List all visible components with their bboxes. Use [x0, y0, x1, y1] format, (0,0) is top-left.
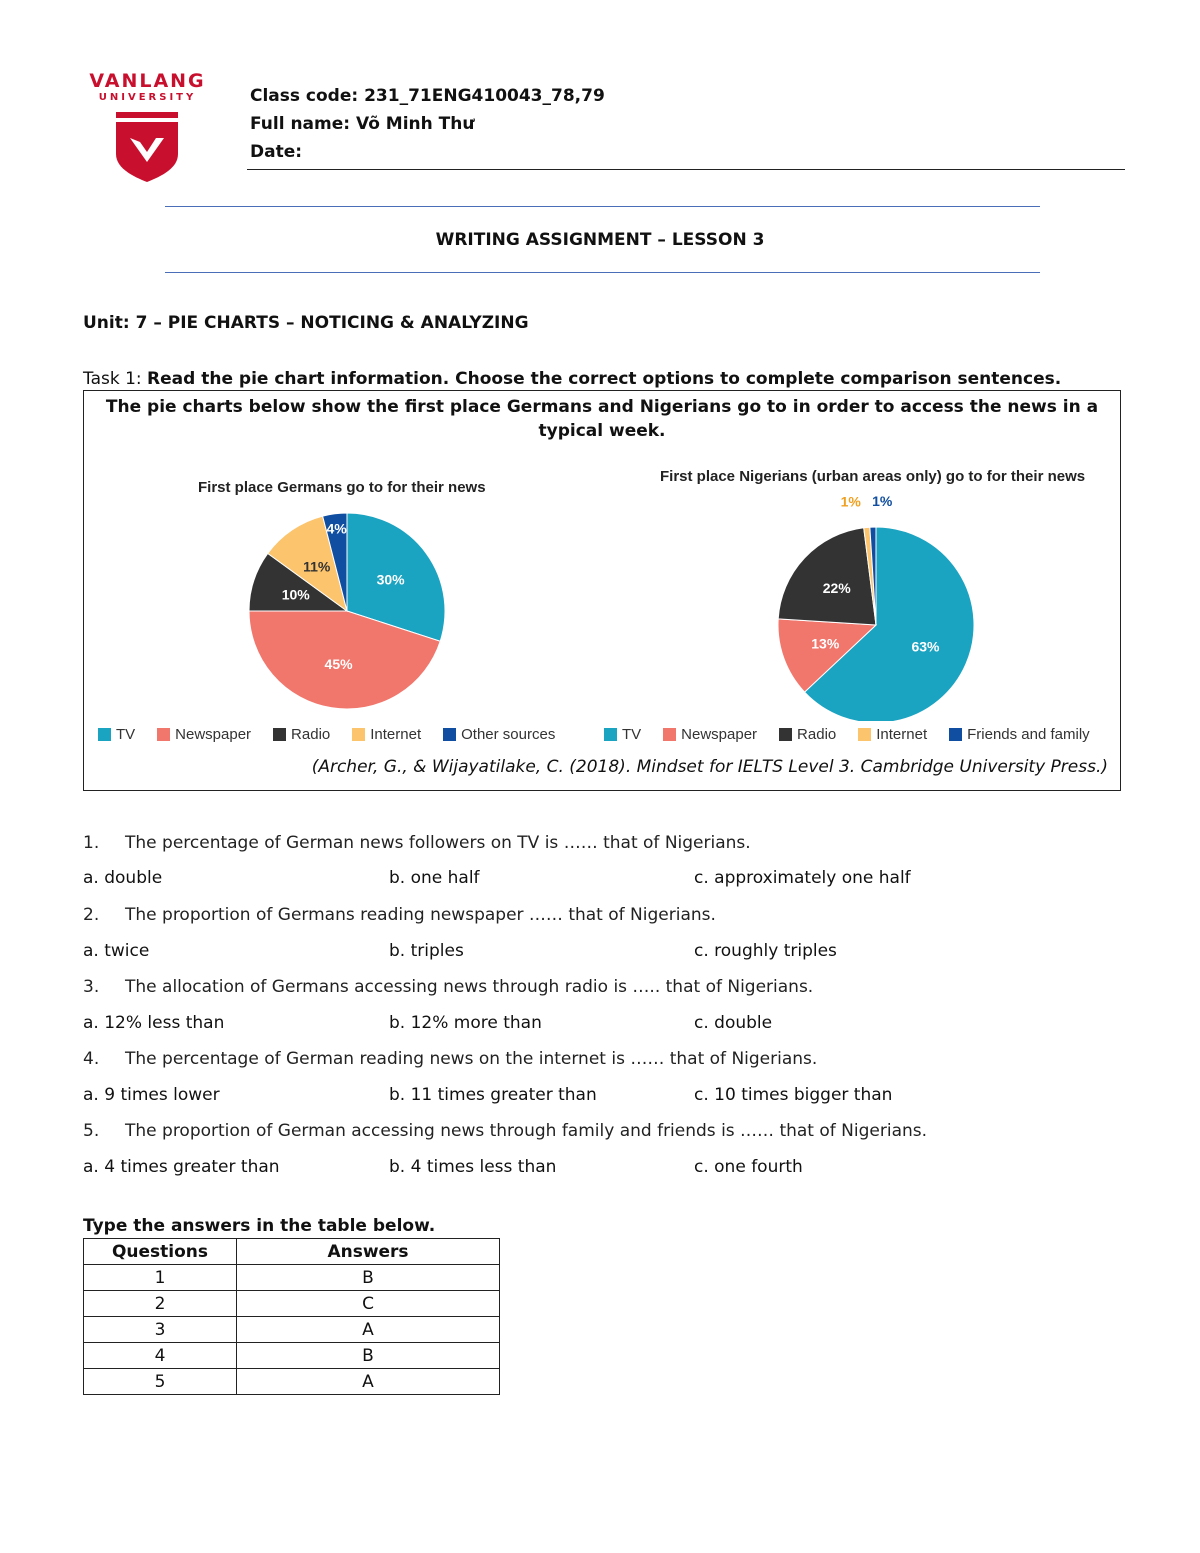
question-number: 1. — [83, 833, 100, 853]
legend-item — [779, 726, 836, 743]
answer-cell[interactable]: B — [237, 1343, 500, 1369]
question-2-option-c: c. roughly triples — [694, 941, 837, 961]
chart-box — [83, 390, 1121, 791]
question-number: 5. — [83, 1121, 100, 1141]
chart-caption: The pie charts below show the first place Germans and Nigerians go to in order to access the news in a typical week. — [105, 397, 1099, 441]
table-row — [84, 1317, 500, 1343]
question-number: 3. — [83, 977, 100, 997]
question-text: The percentage of German reading news on the internet is …… that of Nigerians. — [125, 1049, 818, 1069]
page-title: WRITING ASSIGNMENT – LESSON 3 — [435, 230, 765, 250]
pie-slice-radio — [778, 528, 876, 625]
legend-item — [352, 726, 421, 743]
question-3-option-b: b. 12% more than — [389, 1013, 542, 1033]
pie-data-label: 1% — [872, 493, 893, 510]
answer-cell[interactable]: A — [237, 1317, 500, 1343]
pie-charts — [84, 391, 1120, 721]
pie-data-label: 4% — [326, 520, 347, 537]
table-row — [84, 1265, 500, 1291]
question-1-option-a: a. double — [83, 868, 163, 888]
question-5 — [83, 1121, 927, 1141]
answer-instruction: Type the answers in the table below. — [83, 1216, 436, 1236]
nigeria-chart-title: First place Nigerians (urban areas only) go to for their news — [660, 468, 1086, 485]
legend-item — [663, 726, 757, 743]
pie-data-label: 10% — [281, 586, 310, 603]
date-label: Date: — [250, 142, 303, 162]
legend-label: Newspaper — [681, 726, 758, 743]
answer-cell[interactable]: A — [237, 1369, 500, 1395]
question-text: The percentage of German news followers on TV is …… that of Nigerians. — [125, 833, 751, 853]
legend-swatch-tv — [98, 728, 111, 741]
pie-data-label: 22% — [822, 580, 851, 597]
question-4 — [83, 1049, 817, 1069]
question-cell: 3 — [84, 1317, 237, 1343]
pie-data-label: 63% — [911, 638, 940, 655]
task-instruction — [83, 369, 1061, 389]
legend-item — [949, 726, 1090, 743]
germany-chart-title: First place Germans go to for their news — [198, 479, 486, 496]
legend-swatch-radio — [779, 728, 792, 741]
legend-label: Internet — [370, 726, 422, 743]
pie-data-label: 11% — [303, 558, 331, 575]
question-1 — [83, 833, 751, 853]
question-5-option-b: b. 4 times less than — [389, 1157, 557, 1177]
pie-data-label: 1% — [840, 493, 861, 510]
answer-table — [83, 1238, 500, 1395]
legend-item — [157, 726, 251, 743]
question-number: 4. — [83, 1049, 100, 1069]
legend-swatch-radio — [273, 728, 286, 741]
question-text: The proportion of German accessing news through family and friends is …… that of Nigerians. — [125, 1121, 928, 1141]
legend-swatch-internet — [352, 728, 365, 741]
legend-swatch-newspaper — [663, 728, 676, 741]
question-cell: 1 — [84, 1265, 237, 1291]
legend-swatch-newspaper — [157, 728, 170, 741]
legend-label: Newspaper — [175, 726, 252, 743]
legend-label: TV — [622, 726, 642, 743]
legend-swatch-tv — [604, 728, 617, 741]
question-3-option-a: a. 12% less than — [83, 1013, 225, 1033]
answer-cell[interactable]: C — [237, 1291, 500, 1317]
university-logo — [80, 70, 215, 185]
legend-item — [858, 726, 927, 743]
header-divider — [247, 169, 1125, 170]
germany-legend — [98, 726, 577, 743]
full-name: Full name: Võ Minh Thư — [250, 114, 475, 134]
question-2-option-a: a. twice — [83, 941, 150, 961]
table-row — [84, 1343, 500, 1369]
logo-subtitle: UNIVERSITY — [98, 92, 197, 103]
question-cell: 5 — [84, 1369, 237, 1395]
question-text: The proportion of Germans reading newspaper …… that of Nigerians. — [125, 905, 716, 925]
nigeria-pie — [778, 493, 974, 721]
question-2 — [83, 905, 716, 925]
question-4-option-c: c. 10 times bigger than — [694, 1085, 893, 1105]
title-rule-top — [165, 206, 1040, 207]
title-rule-bottom — [165, 272, 1040, 273]
legend-item — [443, 726, 555, 743]
chart-citation: (Archer, G., & Wijayatilake, C. (2018). Mindset for IELTS Level 3. Cambridge University Press.) — [311, 757, 1108, 777]
question-1-option-c: c. approximately one half — [694, 868, 911, 888]
legend-label: Internet — [876, 726, 928, 743]
unit-heading: Unit: 7 – PIE CHARTS – NOTICING & ANALYZING — [83, 313, 529, 333]
legend-label: Friends and family — [967, 726, 1090, 743]
legend-label: TV — [116, 726, 136, 743]
legend-swatch-internet — [858, 728, 871, 741]
question-4-option-a: a. 9 times lower — [83, 1085, 220, 1105]
legend-item — [604, 726, 641, 743]
legend-item — [98, 726, 135, 743]
question-cell: 2 — [84, 1291, 237, 1317]
question-4-option-b: b. 11 times greater than — [389, 1085, 597, 1105]
pie-data-label: 30% — [376, 571, 405, 588]
question-number: 2. — [83, 905, 100, 925]
question-text: The allocation of Germans accessing news through radio is ….. that of Nigerians. — [125, 977, 814, 997]
header-questions: Questions — [84, 1239, 237, 1265]
legend-swatch-other — [443, 728, 456, 741]
question-5-option-c: c. one fourth — [694, 1157, 803, 1177]
question-2-option-b: b. triples — [389, 941, 464, 961]
legend-swatch-friends — [949, 728, 962, 741]
task-text: Read the pie chart information. Choose the correct options to complete comparison sentences. — [147, 369, 1062, 389]
legend-label: Radio — [291, 726, 331, 743]
legend-label: Other sources — [461, 726, 556, 743]
pie-data-label: 45% — [324, 656, 353, 673]
table-row — [84, 1291, 500, 1317]
legend-label: Radio — [797, 726, 837, 743]
answer-cell[interactable]: B — [237, 1265, 500, 1291]
pie-data-label: 13% — [811, 635, 840, 652]
nigeria-legend — [604, 726, 1090, 743]
shield-icon — [116, 112, 178, 182]
header-answers: Answers — [237, 1239, 500, 1265]
task-prefix: Task 1: — [83, 369, 148, 389]
question-3 — [83, 977, 813, 997]
germany-pie — [249, 513, 445, 709]
table-row — [84, 1369, 500, 1395]
question-1-option-b: b. one half — [389, 868, 480, 888]
logo-name: VANLANG — [89, 70, 206, 92]
question-5-option-a: a. 4 times greater than — [83, 1157, 280, 1177]
question-3-option-c: c. double — [694, 1013, 773, 1033]
table-header-row — [84, 1239, 500, 1265]
legend-item — [273, 726, 330, 743]
class-code: Class code: 231_71ENG410043_78,79 — [250, 86, 605, 106]
question-cell: 4 — [84, 1343, 237, 1369]
